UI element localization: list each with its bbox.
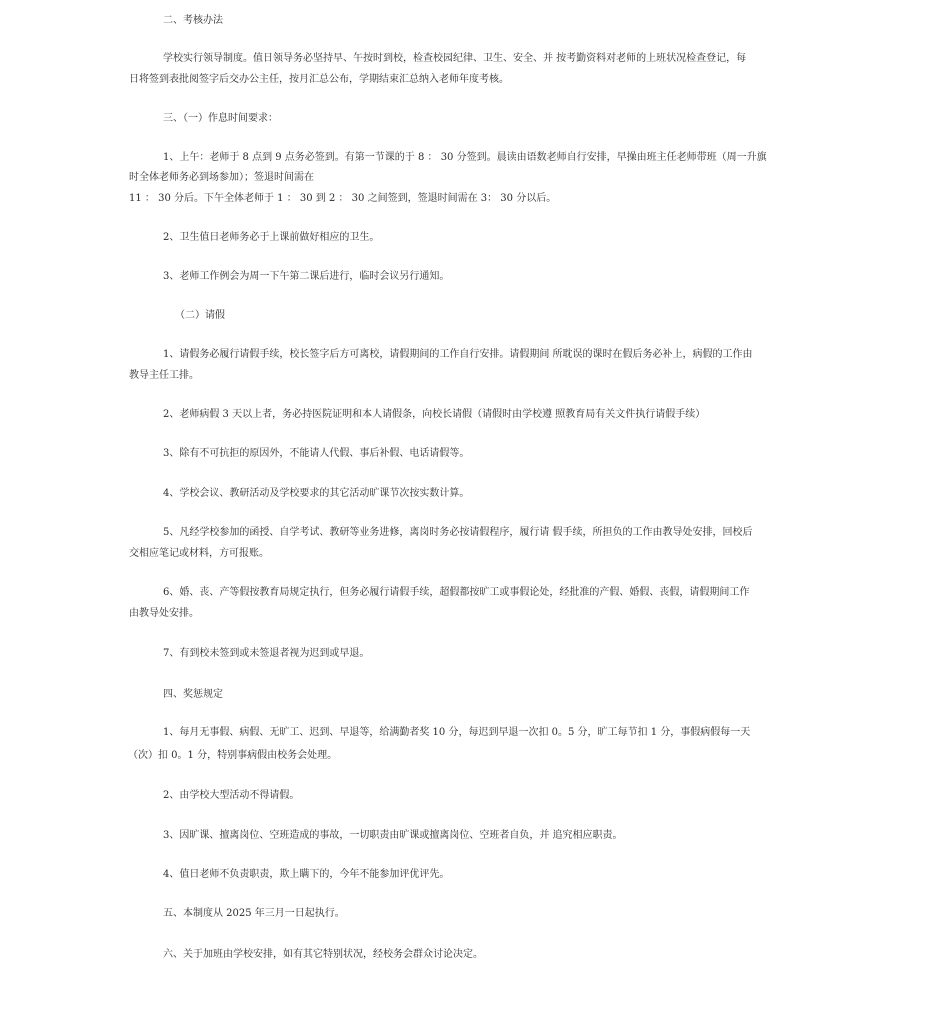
paragraph-line: 教导主任工排。 — [129, 370, 199, 381]
paragraph-line: 日将签到表批阅签字后交办公主任，按月汇总公布，学期结束汇总纳入老师年度考核。 — [129, 74, 509, 85]
paragraph-line: 3、除有不可抗拒的原因外，不能请人代假、事后补假、电话请假等。 — [163, 448, 470, 459]
paragraph-line: 1、每月无事假、病假、无旷工、迟到、早退等，给满勤者奖 10 分，每迟到早退一次扣 0。5 分，旷工每节扣 1 分，事假病假每一天 — [163, 727, 751, 738]
heading-overtime: 六、关于加班由学校安排，如有其它特别状况，经校务会群众讨论决定。 — [163, 949, 483, 960]
paragraph-line: 1、上午：老师于 8 点到 9 点务必签到。有第一节课的于 8 ： 30 分签到。晨读由语数老师自行安排，早操由班主任老师带班（周一升旗 — [163, 152, 767, 163]
paragraph-line: 3、老师工作例会为周一下午第二课后进行，临时会议另行通知。 — [163, 271, 450, 282]
paragraph-line: 3、因旷课、擅离岗位、空班造成的事故，一切职责由旷课或擅离岗位、空班者自负，并 追究相应职责。 — [163, 830, 623, 841]
heading-assessment: 二、考核办法 — [163, 15, 223, 26]
heading-effective-date: 五、本制度从 2025 年三月一日起执行。 — [163, 908, 345, 919]
paragraph-line: 2、老师病假 3 天以上者，务必持医院证明和本人请假条，向校长请假（请假时由学校遵 照教育局有关文件执行请假手续） — [163, 409, 706, 420]
paragraph-line: 交相应笔记或材料，方可报账。 — [129, 548, 269, 559]
heading-schedule: 三、（一）作息时间要求： — [163, 113, 278, 124]
paragraph-line: 1、请假务必履行请假手续，校长签字后方可离校，请假期间的工作自行安排。请假期间 所耽误的课时在假后务必补上，病假的工作由 — [163, 349, 753, 360]
paragraph-line: 2、由学校大型活动不得请假。 — [163, 790, 300, 801]
paragraph-line: 5、凡经学校参加的函授、自学考试、教研等业务进修，离岗时务必按请假程序，履行请 假手续，所担负的工作由教导处安排，回校后 — [163, 527, 753, 538]
paragraph-line: （次）扣 0。1 分，特别事病假由校务会处理。 — [128, 750, 338, 761]
heading-rewards: 四、奖惩规定 — [163, 689, 223, 700]
paragraph-line: 6、婚、丧、产等假按教育局规定执行，但务必履行请假手续，超假都按旷工或事假论处，经批准的产假、婚假、丧假，请假期间工作 — [163, 587, 750, 598]
paragraph-line: 11 ： 30 分后。下午全体老师于 1 ： 30 到 2 ： 30 之间签到，签退时间需在 3： 30 分以后。 — [129, 193, 557, 204]
paragraph-line: 7、有到校未签到或未签退者视为迟到或早退。 — [163, 648, 370, 659]
heading-leave: （二）请假 — [175, 310, 225, 321]
paragraph-line: 2、卫生值日老师务必于上课前做好相应的卫生。 — [163, 232, 380, 243]
paragraph-line: 时全体老师务必到场参加）；签退时间需在 — [129, 172, 314, 183]
paragraph-line: 学校实行领导制度。值日领导务必坚持早、午按时到校，检查校园纪律、卫生、安全、并 按考勤资料对老师的上班状况检查登记，每 — [163, 53, 747, 64]
paragraph-line: 4、值日老师不负责职责，欺上瞒下的，今年不能参加评优评先。 — [163, 869, 450, 880]
paragraph-line: 由教导处安排。 — [129, 608, 199, 619]
paragraph-line: 4、学校会议、教研活动及学校要求的其它活动旷课节次按实数计算。 — [163, 488, 470, 499]
